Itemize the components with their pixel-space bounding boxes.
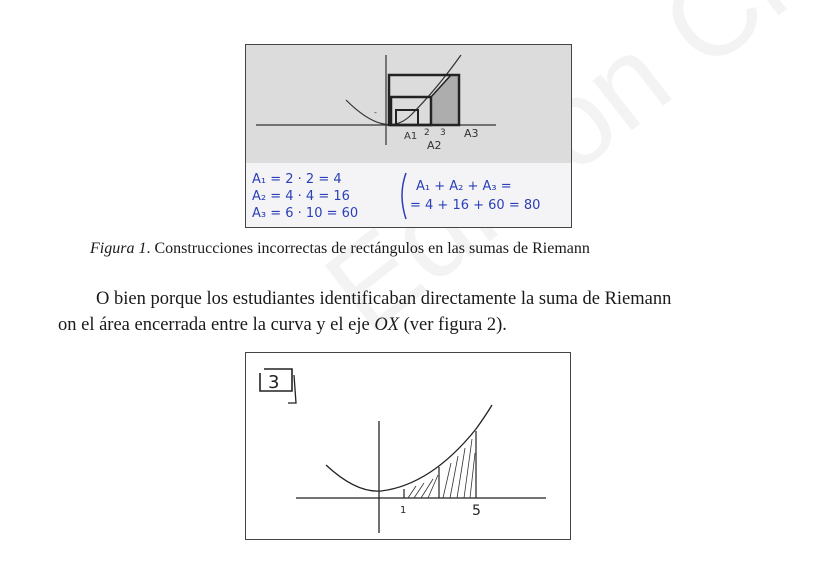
figure-1-sketch: [246, 45, 572, 228]
figure-1-caption-label: Figura 1: [90, 240, 147, 257]
figure-2-tick-1: 1: [400, 505, 407, 516]
paragraph-line-1: O bien porque los estudiantes identificaban directamente la suma de Riemann: [96, 289, 672, 309]
figure-1-caption-text: . Construcciones incorrectas de rectángulos en las sumas de Riemann: [146, 240, 590, 257]
axis-name: OX: [374, 315, 400, 335]
fig1-label-digit-2: 2: [424, 128, 430, 138]
figure-2-image: [245, 352, 571, 540]
figure-1-image: [245, 44, 572, 228]
figure-2-sketch: [246, 353, 571, 540]
paragraph-line-2: [58, 316, 507, 335]
figure-1-caption: [90, 240, 590, 258]
svg-text:-: -: [374, 108, 377, 117]
figure-2-box-label: 3: [268, 372, 280, 393]
paragraph-line-2-end: (ver figura 2).: [399, 315, 507, 335]
fig1-label-a3: A3: [464, 127, 479, 140]
fig1-formula-a2: A₂ = 4 · 4 = 16: [252, 189, 350, 204]
fig1-formula-a1: A₁ = 2 · 2 = 4: [252, 172, 342, 187]
fig1-label-digit-3: 3: [440, 128, 446, 138]
fig1-sum-expression: A₁ + A₂ + A₃ =: [416, 179, 512, 194]
fig1-label-a1: A1: [404, 131, 418, 142]
fig1-label-a2: A2: [427, 139, 442, 152]
figure-2-tick-5: 5: [472, 503, 481, 519]
fig1-formula-a3: A₃ = 6 · 10 = 60: [252, 206, 359, 221]
paragraph-line-2-start: on el área encerrada entre la curva y el eje: [58, 315, 375, 335]
fig1-sum-result: = 4 + 16 + 60 = 80: [410, 198, 541, 213]
